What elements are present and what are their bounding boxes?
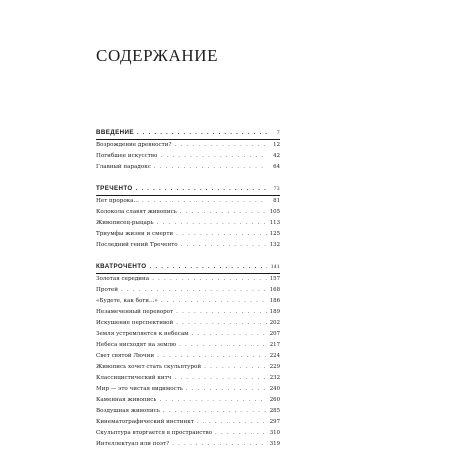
dot-leader	[197, 417, 267, 428]
dot-leader	[180, 207, 267, 218]
toc-entry-page: 217	[269, 342, 280, 348]
dot-leader	[137, 127, 267, 139]
toc-entry-page: 12	[273, 142, 280, 148]
table-of-contents	[96, 127, 280, 460]
toc-entry	[96, 362, 280, 373]
toc-entry	[96, 318, 280, 329]
toc-entry-page: 81	[273, 198, 280, 204]
toc-entry-page: 186	[269, 298, 280, 304]
toc-section-heading	[96, 183, 280, 195]
toc-heading-page: 141	[270, 264, 280, 270]
dot-leader	[186, 384, 267, 395]
toc-entry-page: 240	[269, 386, 280, 392]
toc-entry-label: Нет пророка...	[96, 198, 139, 204]
dot-leader	[157, 351, 267, 362]
toc-entry	[96, 240, 280, 251]
toc-entry-label: Классицистический китч	[96, 375, 172, 381]
toc-entry-label: Колокола славят живопись	[96, 209, 177, 215]
toc-entry	[96, 351, 280, 362]
toc-entry-label: «Будете, как боги...»	[96, 298, 158, 304]
toc-entry-page: 207	[269, 331, 280, 337]
toc-entry-page: 260	[269, 397, 280, 403]
toc-entry	[96, 285, 280, 296]
toc-entry-label: Триумфы жизни и смерти	[96, 231, 174, 237]
toc-entry	[96, 151, 280, 162]
toc-entry-page: 310	[269, 430, 280, 436]
toc-entry	[96, 196, 280, 207]
toc-section	[96, 183, 280, 251]
dot-leader	[176, 307, 267, 318]
toc-entry	[96, 373, 280, 384]
toc-entry-page: 202	[269, 320, 280, 326]
toc-entry-label: Искушение перспективой	[96, 320, 174, 326]
toc-section	[96, 127, 280, 173]
toc-heading-label: ТРЕЧЕНТО	[96, 185, 133, 192]
dot-leader	[179, 340, 267, 351]
toc-entry-label: Возрождение древности?	[96, 142, 172, 148]
toc-entry	[96, 439, 280, 450]
toc-entry-label: Последний гений Треченто	[96, 242, 178, 248]
dot-leader	[154, 162, 267, 173]
toc-heading-label: КВАТРОЧЕНТО	[96, 263, 147, 270]
toc-entry	[96, 229, 280, 240]
toc-entry-label: Золотая середина	[96, 276, 150, 282]
toc-entry-page: 229	[269, 364, 280, 370]
toc-entry	[96, 395, 280, 406]
toc-entry	[96, 329, 280, 340]
toc-entry-label: Каменная живопись	[96, 397, 157, 403]
toc-entry-page: 64	[273, 164, 280, 170]
dot-leader	[157, 218, 267, 229]
dot-leader	[181, 240, 267, 251]
dot-leader	[176, 229, 267, 240]
toc-entry-label: Незамеченный переворот	[96, 309, 174, 315]
toc-entry	[96, 417, 280, 428]
toc-entry-page: 189	[269, 309, 280, 315]
dot-leader	[150, 261, 267, 273]
toc-heading-page: 73	[273, 186, 280, 192]
dot-leader	[136, 183, 267, 195]
toc-entry	[96, 428, 280, 439]
dot-leader	[174, 373, 266, 384]
toc-entry-page: 232	[269, 375, 280, 381]
page-title: СОДЕРЖАНИЕ	[96, 46, 219, 65]
toc-entry	[96, 218, 280, 229]
dot-leader	[215, 428, 267, 439]
toc-section	[96, 261, 280, 450]
toc-entry	[96, 340, 280, 351]
toc-entry-page: 105	[269, 209, 280, 215]
toc-entry-label: Мир — это чистая видимость	[96, 386, 183, 392]
toc-entry-label: Протей	[96, 287, 118, 293]
toc-entry	[96, 207, 280, 218]
toc-entry	[96, 307, 280, 318]
dot-leader	[176, 318, 266, 329]
toc-entry-label: Земля устремляется к небесам	[96, 331, 189, 337]
toc-entry-page: 113	[269, 220, 280, 226]
dot-leader	[163, 406, 267, 417]
toc-entry-page: 157	[269, 276, 280, 282]
toc-entry	[96, 274, 280, 285]
toc-section-heading	[96, 261, 280, 273]
dot-leader	[204, 362, 267, 373]
toc-entry-label: Кинематографический инстинкт	[96, 419, 194, 425]
toc-entry-page: 125	[269, 231, 280, 237]
toc-entry-label: Скульптура вторгается в пространство	[96, 430, 212, 436]
toc-entry-label: Небеса нисходят на землю	[96, 342, 177, 348]
dot-leader	[161, 296, 267, 307]
toc-entry	[96, 140, 280, 151]
toc-entry-page: 168	[269, 287, 280, 293]
toc-entry-page: 319	[269, 441, 280, 447]
dot-leader	[152, 274, 267, 285]
toc-entry	[96, 384, 280, 395]
dot-leader	[159, 395, 266, 406]
toc-entry-label: Свет святой Лючии	[96, 353, 155, 359]
toc-entry-label: Живопись хочет стать скульптурой	[96, 364, 202, 370]
dot-leader	[142, 196, 267, 207]
dot-leader	[174, 140, 267, 151]
dot-leader	[160, 151, 267, 162]
toc-entry-label: Живописец-рыцарь	[96, 220, 154, 226]
toc-heading-page: 7	[276, 130, 280, 136]
toc-entry-label: Погибшее искусство	[96, 153, 158, 159]
toc-entry-page: 42	[273, 153, 280, 159]
toc-entry	[96, 296, 280, 307]
toc-entry-page: 224	[269, 353, 280, 359]
toc-entry-label: Воздушная живопись	[96, 408, 160, 414]
toc-entry	[96, 162, 280, 173]
toc-entry-label: Главный парадокс	[96, 164, 151, 170]
toc-entry	[96, 406, 280, 417]
dot-leader	[192, 329, 267, 340]
toc-entry-page: 132	[269, 242, 280, 248]
toc-entry-page: 297	[269, 419, 280, 425]
toc-section-heading	[96, 127, 280, 139]
toc-entry-label: Интеллектуал или поэт?	[96, 441, 170, 447]
toc-heading-label: ВВЕДЕНИЕ	[96, 129, 134, 136]
dot-leader	[121, 285, 267, 296]
dot-leader	[172, 439, 267, 450]
toc-entry-page: 285	[269, 408, 280, 414]
